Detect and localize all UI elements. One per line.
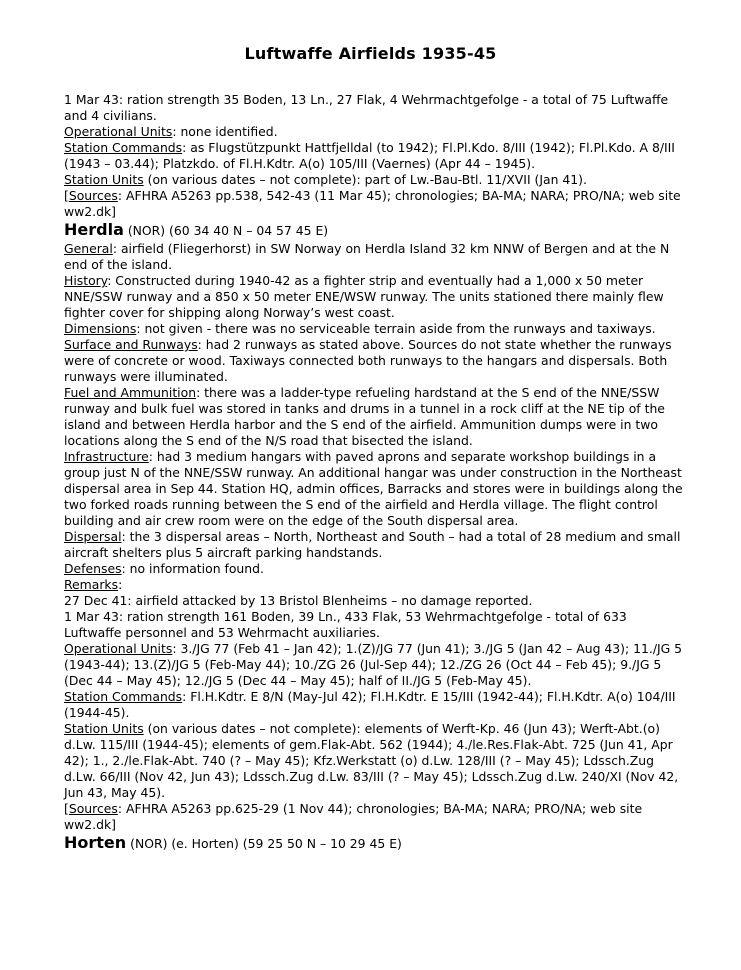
station-commands bbox=[64, 689, 684, 721]
document-body bbox=[64, 92, 684, 854]
dimensions bbox=[64, 321, 684, 337]
section-text: : bbox=[118, 577, 123, 592]
section-text: : had 3 medium hangars with paved aprons and separate workshop buildings in a group just N of the NNE/SSW runway. An additional hangar was under construction in the Northeast dispersal area in Sep 44. Station HQ, admin offices, Barracks and stores were in buildings along the two forked roads running between the S end of the airfield and Herdla village. The flight control building and air crew room were on the edge of the South dispersal area. bbox=[64, 449, 683, 528]
surface-and-runways bbox=[64, 337, 684, 385]
bracket: [ bbox=[64, 188, 69, 203]
entry-name: Horten bbox=[64, 833, 127, 852]
operational-units bbox=[64, 124, 684, 140]
section-label: Remarks bbox=[64, 577, 119, 592]
infrastructure bbox=[64, 449, 684, 529]
dispersal bbox=[64, 529, 684, 561]
remark-ration-strength: 1 Mar 43: ration strength 35 Boden, 13 Ln., 27 Flak, 4 Wehrmachtgefolge - a total of 75 Luftwaffe and 4 civilians. bbox=[64, 92, 669, 123]
section-label: Defenses bbox=[64, 561, 122, 576]
remarks bbox=[64, 577, 684, 593]
section-text: (on various dates – not complete): elements of Werft-Kp. 46 (Jun 43); Werft-Abt.(o) d.Lw. 115/III (1944-45); elements of gem.Flak-Abt. 562 (1944); 4./le.Res.Flak-Abt. 725 (Jun 41, Apr 42); 1., 2./le.Flak-Abt. 740 (? – May 45); Kfz.Werkstatt (o) d.Lw. 128/III (? – May 45); Ldssch.Zug d.Lw. 66/III (Nov 42, Jun 43); Ldssch.Zug d.Lw. 83/III (? – May 45); Ldssch.Zug d.Lw. 240/XI (Nov 42, Jun 43, May 45). bbox=[64, 721, 679, 800]
entry-heading-horten bbox=[64, 833, 684, 854]
section-text: : no information found. bbox=[121, 561, 264, 576]
section-label: Operational Units bbox=[64, 124, 173, 139]
operational-units bbox=[64, 641, 684, 689]
section-text: : Fl.H.Kdtr. E 8/N (May-Jul 42); Fl.H.Kdtr. E 15/III (1942-44); Fl.H.Kdtr. A(o) 104/III (1944-45). bbox=[64, 689, 676, 720]
section-text: : the 3 dispersal areas – North, Northeast and South – had a total of 28 medium and small aircraft shelters plus 5 aircraft parking handstands. bbox=[64, 529, 681, 560]
section-text: : none identified. bbox=[172, 124, 278, 139]
section-label: History bbox=[64, 273, 108, 288]
general bbox=[64, 241, 684, 273]
section-label: Dimensions bbox=[64, 321, 137, 336]
section-text: : had 2 runways as stated above. Sources do not state whether the runways were of concrete or wood. Taxiways connected both runways to the hangars and dispersals. Both runways were illuminated. bbox=[64, 337, 672, 384]
station-commands bbox=[64, 140, 684, 172]
sources bbox=[64, 801, 684, 833]
section-text: : airfield (Fliegerhorst) in SW Norway on Herdla Island 32 km NNW of Bergen and at the N end of the island. bbox=[64, 241, 670, 272]
section-label: Dispersal bbox=[64, 529, 122, 544]
entry-heading-herdla bbox=[64, 220, 684, 241]
section-label: Sources bbox=[68, 801, 118, 816]
history bbox=[64, 273, 684, 321]
section-text: : 3./JG 77 (Feb 41 – Jan 42); 1.(Z)/JG 77 (Jun 41); 3./JG 5 (Jan 42 – Aug 43); 11./JG 5 (1943-44); 13.(Z)/JG 5 (Feb-May 44); 10./ZG 26 (Jul-Sep 44); 12./ZG 26 (Oct 44 – Feb 45); 9./JG 5 (Dec 44 – May 45); 12./JG 5 (Dec 44 – May 45); half of II./JG 5 (Feb-May 45). bbox=[64, 641, 683, 688]
station-units bbox=[64, 172, 684, 188]
section-text: : Constructed during 1940-42 as a fighter strip and eventually had a 1,000 x 50 meter NNE/SSW runway and a 850 x 50 meter ENE/WSW runway. The units stationed there mainly flew fighter cover for shipping along Norway’s west coast. bbox=[64, 273, 664, 320]
section-label: Operational Units bbox=[64, 641, 173, 656]
section-text: : as Flugstützpunkt Hattfjelldal (to 1942); Fl.Pl.Kdo. 8/III (1942); Fl.Pl.Kdo. A 8/III (1943 – 03.44); Platzkdo. of Fl.H.Kdtr. A(o) 105/III (Vaernes) (Apr 44 – 1945). bbox=[64, 140, 675, 171]
section-label: Station Units bbox=[64, 172, 144, 187]
remark-ration-strength: 1 Mar 43: ration strength 161 Boden, 39 Ln., 433 Flak, 53 Wehrmachtgefolge - total of 633 Luftwaffe personnel and 53 Wehrmacht auxiliaries. bbox=[64, 609, 627, 640]
bracket: [ bbox=[64, 801, 69, 816]
section-text: : not given - there was no serviceable terrain aside from the runways and taxiways. bbox=[136, 321, 656, 336]
entry-name: Herdla bbox=[64, 220, 124, 239]
defenses bbox=[64, 561, 684, 577]
fuel-and-ammunition bbox=[64, 385, 684, 449]
section-label: Sources bbox=[68, 188, 118, 203]
section-label: Infrastructure bbox=[64, 449, 149, 464]
section-text: : AFHRA A5263 pp.538, 542-43 (11 Mar 45); chronologies; BA-MA; NARA; PRO/NA; web site ww2.dk] bbox=[64, 188, 681, 219]
section-text: : AFHRA A5263 pp.625-29 (1 Nov 44); chronologies; BA-MA; NARA; PRO/NA; web site ww2.dk] bbox=[64, 801, 643, 832]
page-title: Luftwaffe Airfields 1935-45 bbox=[244, 44, 497, 63]
sources bbox=[64, 188, 684, 220]
section-label: Station Commands bbox=[64, 140, 183, 155]
section-label: Station Units bbox=[64, 721, 144, 736]
entry-coordinates: (NOR) (60 34 40 N – 04 57 45 E) bbox=[123, 223, 329, 238]
section-label: Fuel and Ammunition bbox=[64, 385, 197, 400]
section-label: General bbox=[64, 241, 113, 256]
remark-attack: 27 Dec 41: airfield attacked by 13 Bristol Blenheims – no damage reported. bbox=[64, 593, 533, 608]
section-text: (on various dates – not complete): part of Lw.-Bau-Btl. 11/XVII (Jan 41). bbox=[143, 172, 587, 187]
section-text: : there was a ladder-type refueling hardstand at the S end of the NNE/SSW runway and bulk fuel was stored in tanks and drums in a tunnel in a rock cliff at the NE tip of the island and between Herdla harbor and the S end of the airfield. Ammunition dumps were in two locations along the S end of the N/S road that bisected the island. bbox=[64, 385, 665, 448]
entry-coordinates: (NOR) (e. Horten) (59 25 50 N – 10 29 45 E) bbox=[126, 836, 402, 851]
station-units bbox=[64, 721, 684, 801]
section-label: Surface and Runways bbox=[64, 337, 198, 352]
section-label: Station Commands bbox=[64, 689, 183, 704]
